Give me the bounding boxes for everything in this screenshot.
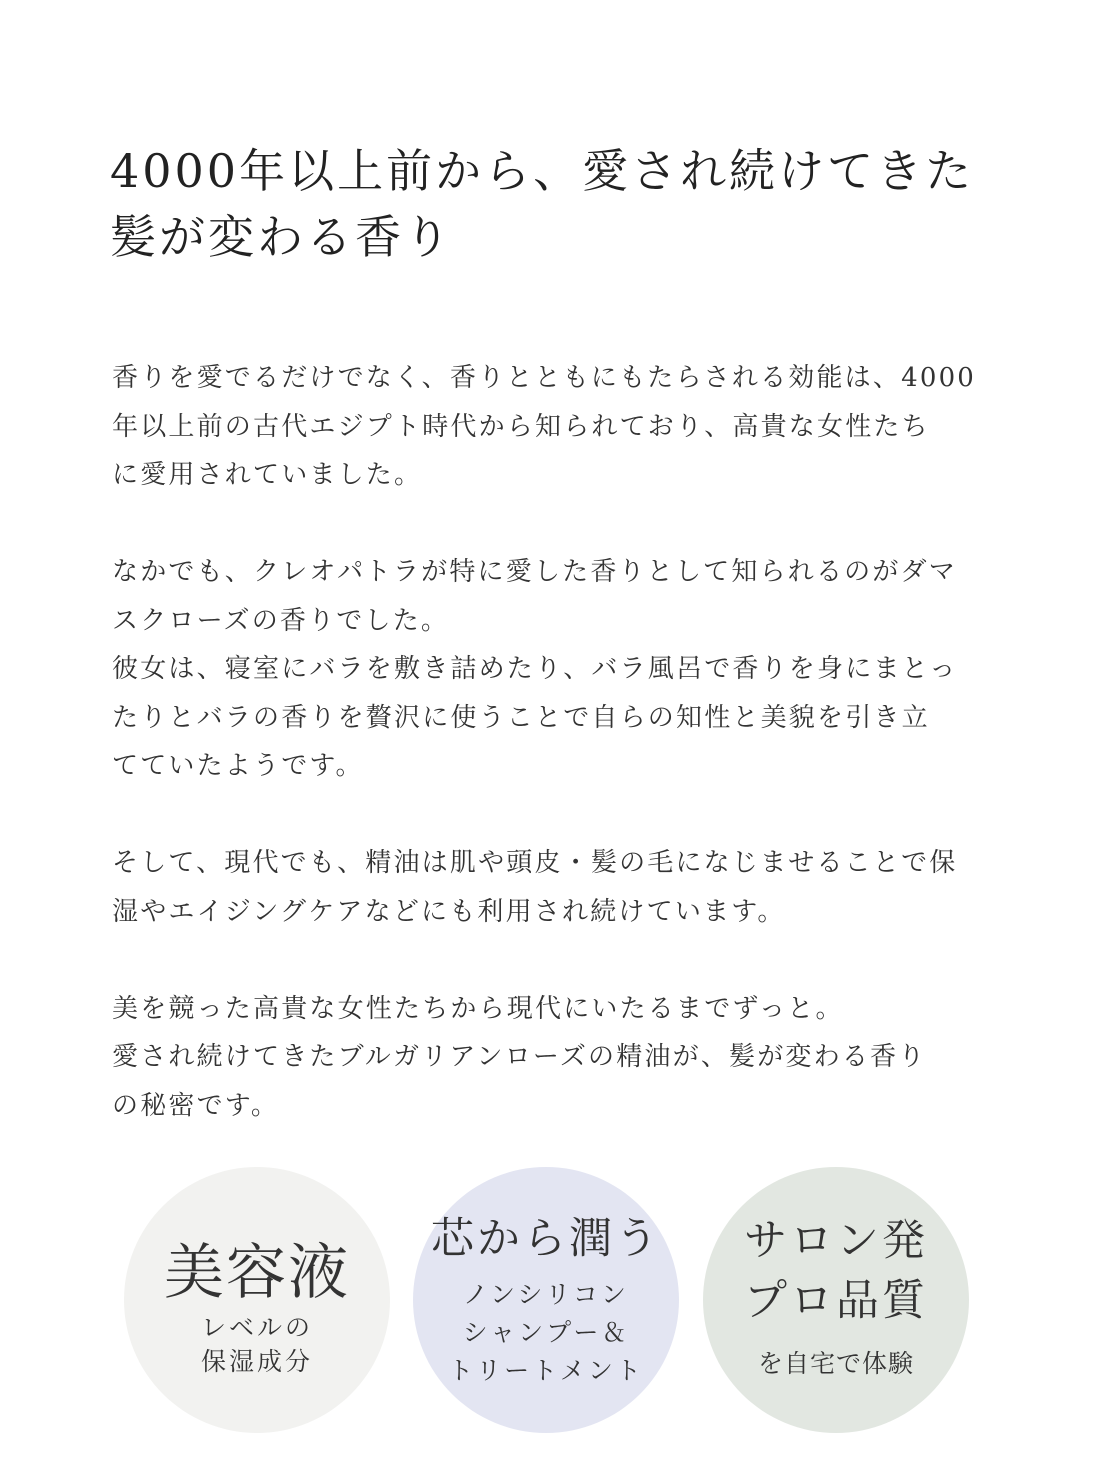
paragraph-line: てていたようです。 bbox=[112, 751, 364, 781]
feature-sub-text: 保湿成分 bbox=[200, 1347, 313, 1376]
paragraph-line: 美を競った高貴な女性たちから現代にいたるまでずっと。 bbox=[112, 993, 844, 1024]
paragraph-line: 香りを愛でるだけでなく、香りとともにもたらされる効能は、4000 bbox=[112, 363, 977, 393]
feature-sub-text: レベルの bbox=[200, 1313, 313, 1342]
feature-main-text: プロ品質 bbox=[744, 1276, 928, 1326]
feature-sub-text: ノンシリコン bbox=[463, 1280, 629, 1309]
paragraph-line: に愛用されていました。 bbox=[112, 460, 423, 490]
feature-main-text: 芯から潤う bbox=[431, 1214, 661, 1264]
body-text bbox=[112, 354, 1012, 1130]
paragraph-line: 湿やエイジングケアなどにも利用され続けています。 bbox=[112, 896, 786, 927]
paragraph-line: そして、現代でも、精油は肌や頭皮・髪の毛になじませることで保 bbox=[112, 848, 958, 878]
feature-sub-text: トリートメント bbox=[448, 1356, 644, 1385]
paragraph-3 bbox=[112, 839, 1012, 936]
paragraph-4 bbox=[112, 985, 1012, 1131]
paragraph-line: 彼女は、寝室にバラを敷き詰めたり、バラ風呂で香りを身にまとっ bbox=[112, 654, 958, 684]
heading-line-2: 髪が変わる香り bbox=[110, 210, 453, 264]
feature-circle-salon-quality bbox=[703, 1167, 969, 1433]
paragraph-line: スクローズの香りでした。 bbox=[112, 605, 450, 636]
feature-circle-serum bbox=[124, 1167, 390, 1433]
paragraph-line: 年以上前の古代エジプト時代から知られており、高貴な女性たち bbox=[112, 411, 930, 442]
feature-main-text: サロン発 bbox=[744, 1216, 928, 1266]
feature-sub-text: シャンプー＆ bbox=[462, 1318, 630, 1347]
feature-main-text: 美容液 bbox=[164, 1238, 350, 1308]
paragraph-line: たりとバラの香りを贅沢に使うことで自らの知性と美貌を引き立 bbox=[112, 702, 930, 733]
paragraph-2 bbox=[112, 548, 1012, 791]
paragraph-1 bbox=[112, 354, 1012, 500]
feature-circle-moisture bbox=[413, 1167, 679, 1433]
feature-sub-text: を自宅で体験 bbox=[757, 1349, 914, 1378]
page-heading bbox=[110, 138, 1010, 270]
paragraph-line: なかでも、クレオパトラが特に愛した香りとして知られるのがダマ bbox=[112, 557, 957, 587]
paragraph-line: の秘密です。 bbox=[112, 1090, 280, 1121]
paragraph-line: 愛され続けてきたブルガリアンローズの精油が、髪が変わる香り bbox=[112, 1042, 927, 1072]
heading-line-1: 4000年以上前から、愛され続けてきた bbox=[110, 144, 975, 198]
